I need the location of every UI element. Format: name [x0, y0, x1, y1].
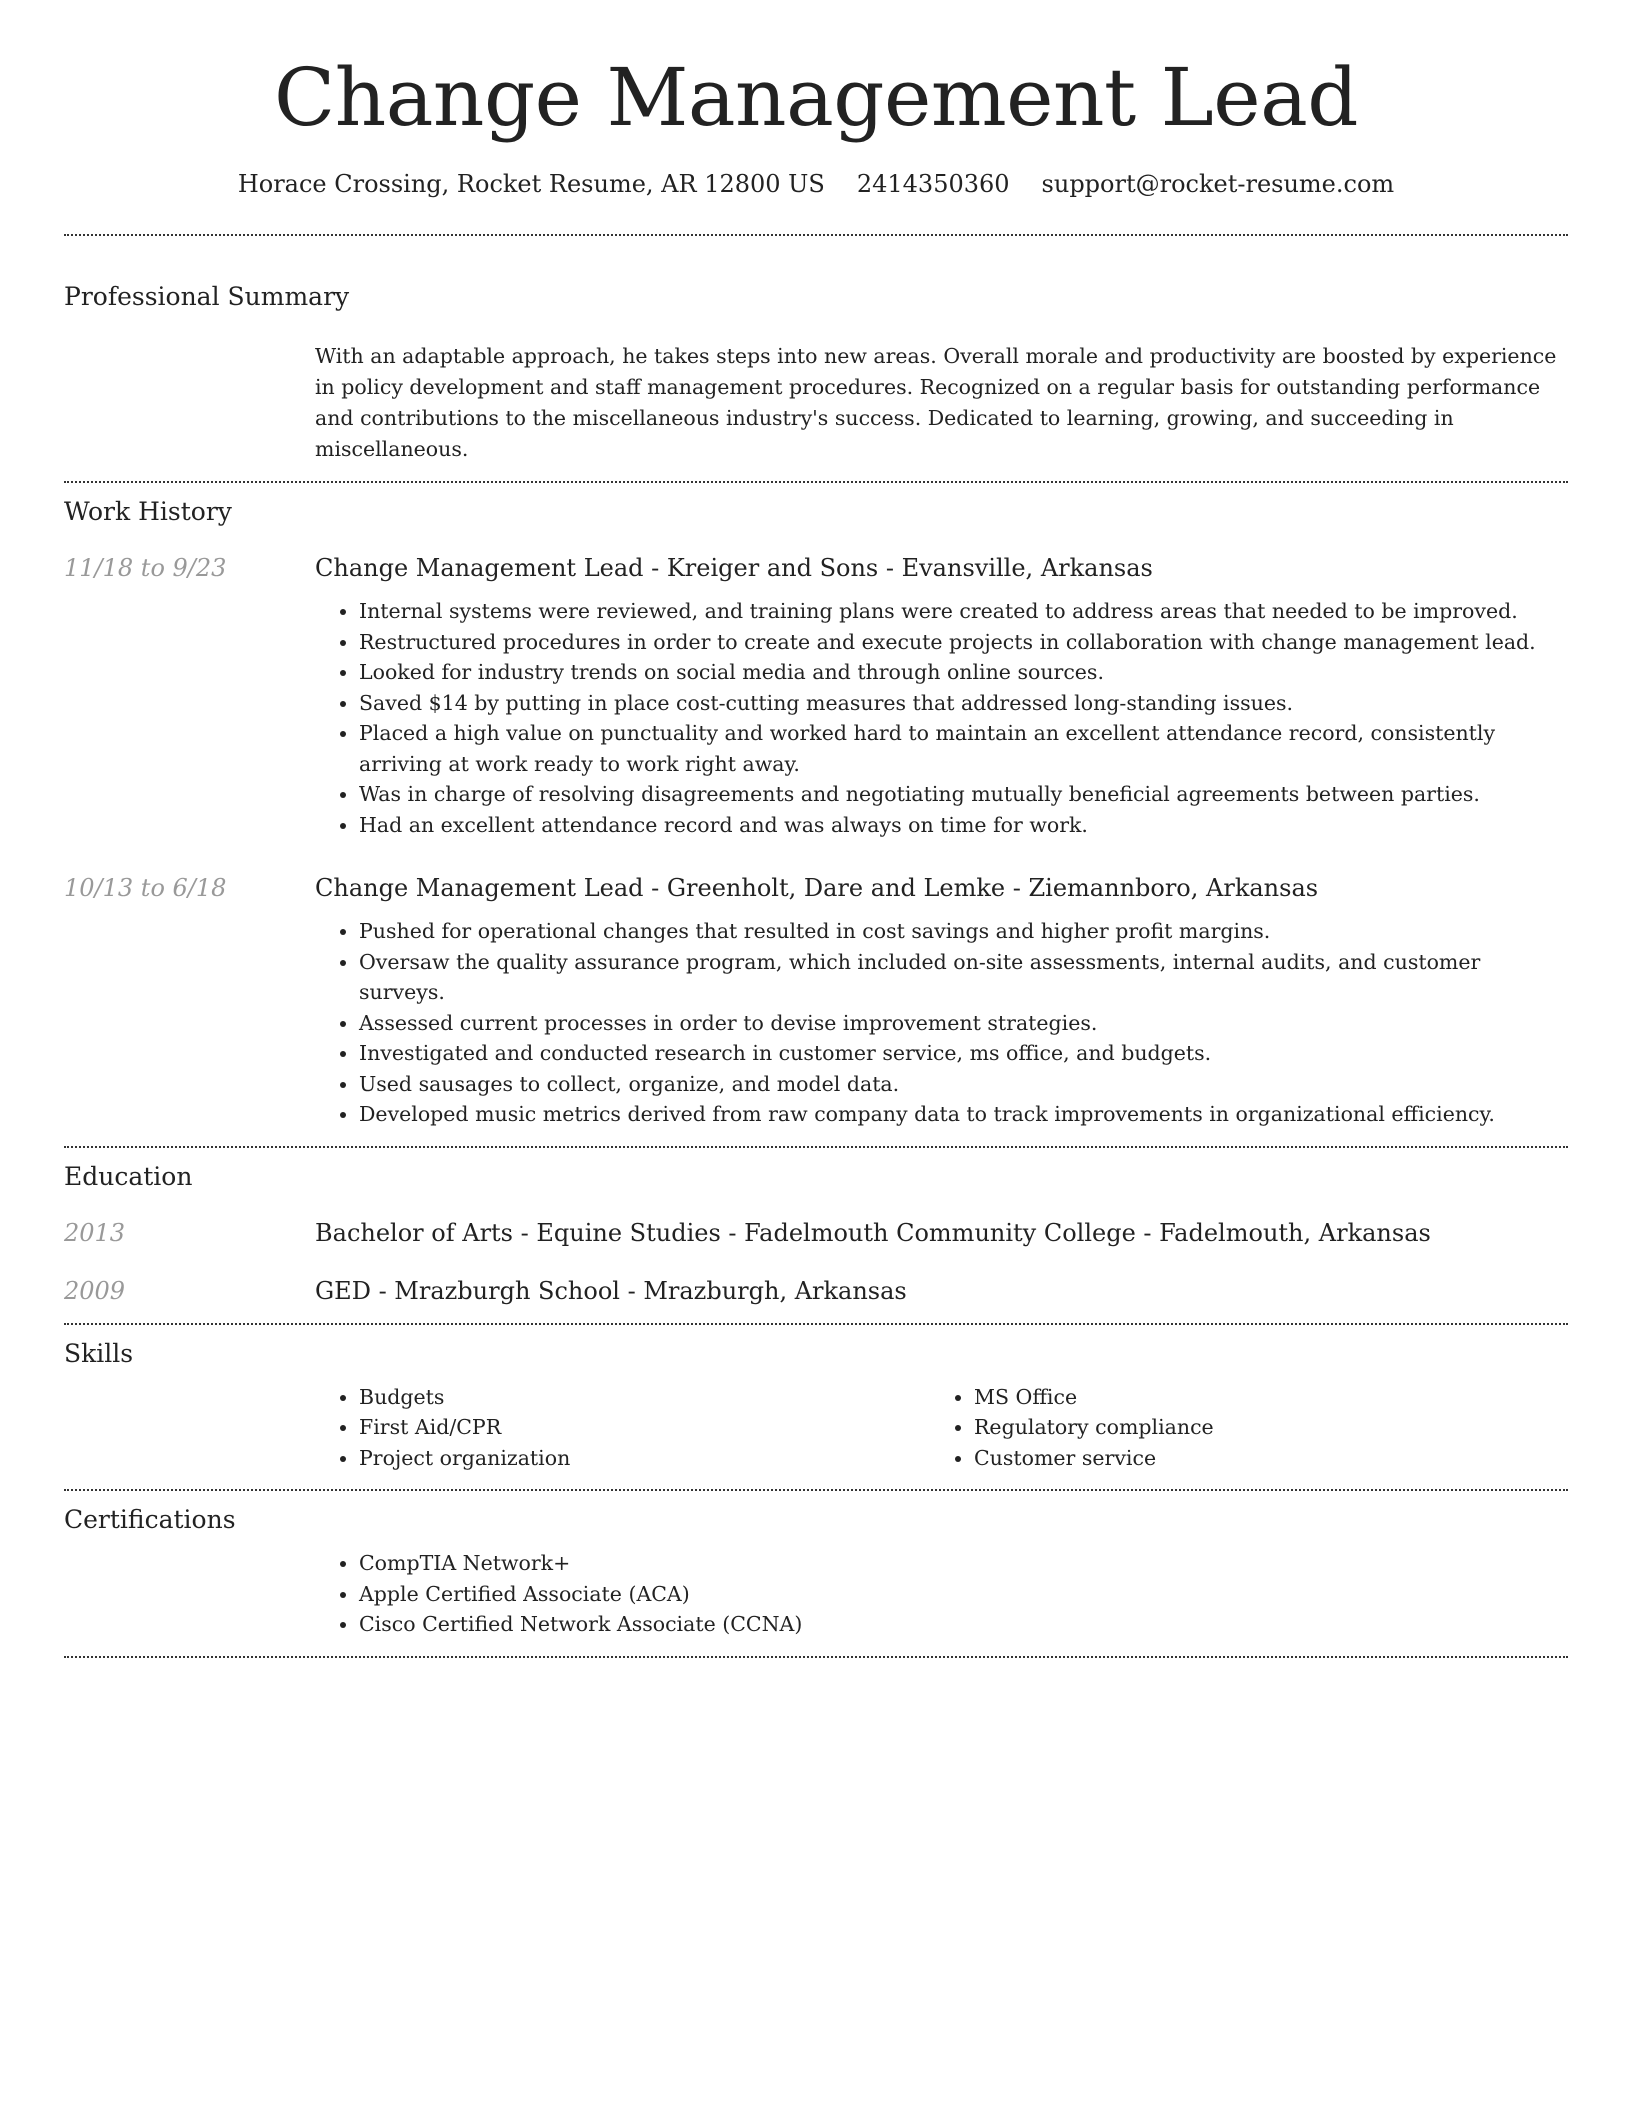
- section-title-certifications: Certifications: [64, 1505, 236, 1534]
- resume-name: Change Management Lead: [274, 51, 1358, 144]
- job-bullet: • Saved $14 by putting in place cost-cutting measures that addressed long-standing issues.: [359, 688, 1568, 719]
- section-divider: [64, 1656, 1568, 1658]
- contact-line: [64, 170, 1568, 198]
- job-heading: Change Management Lead - Kreiger and Sons - Evansville, Arkansas: [315, 554, 1153, 582]
- skill-item: • Project organization: [359, 1443, 930, 1474]
- summary-text: With an adaptable approach, he takes steps into new areas. Overall morale and productivity are boosted by experience in policy development and staff management procedures. Recognized on a regular basis for outstanding performance and contributions to the miscellaneous industry's success. Dedicated to learning, growing, and succeeding in miscellaneous.: [315, 344, 1557, 461]
- job-bullet: • Developed music metrics derived from raw company data to track improvements in organizational efficiency.: [359, 1099, 1568, 1130]
- section-title-education: Education: [64, 1161, 193, 1191]
- skill-item: • First Aid/CPR: [359, 1412, 930, 1443]
- job-bullet: • Was in charge of resolving disagreements and negotiating mutually beneficial agreements between parties.: [359, 779, 1568, 810]
- contact-phone: 2414350360: [856, 170, 1010, 198]
- job-bullet: • Internal systems were reviewed, and training plans were created to address areas that needed to be improved.: [359, 596, 1568, 627]
- section-title-skills: Skills: [64, 1338, 134, 1368]
- section-title-summary: Professional Summary: [64, 282, 350, 311]
- education-entry: [64, 1219, 1568, 1247]
- spacer: [64, 1130, 1568, 1146]
- job-bullet: • Pushed for operational changes that resulted in cost savings and higher profit margins.: [359, 916, 1568, 947]
- education-year: 2013: [64, 1218, 126, 1247]
- certifications-section: [64, 1491, 1568, 1656]
- skill-item: • Regulatory compliance: [974, 1412, 1545, 1443]
- contact-email: support@rocket-resume.com: [1041, 170, 1395, 198]
- skills-grid: [315, 1382, 1568, 1474]
- spacer: [64, 1305, 1568, 1323]
- certifications-list: [315, 1548, 1568, 1640]
- skills-column-left: [315, 1382, 930, 1474]
- job-body: [315, 554, 1568, 840]
- job-dates: 11/18 to 9/23: [64, 554, 227, 582]
- education-entry: [64, 1277, 1568, 1305]
- skill-item: • Customer service: [974, 1443, 1545, 1474]
- education-heading: GED - Mrazburgh School - Mrazburgh, Arkansas: [315, 1276, 907, 1305]
- education-heading: Bachelor of Arts - Equine Studies - Fadelmouth Community College - Fadelmouth, Arkansas: [315, 1218, 1431, 1247]
- skills-section: [64, 1325, 1568, 1490]
- certification-item: • Apple Certified Associate (ACA): [359, 1579, 1568, 1610]
- spacer: [64, 1473, 1568, 1489]
- job-bullet: • Investigated and conducted research in customer service, ms office, and budgets.: [359, 1038, 1568, 1069]
- section-title-work-history: Work History: [64, 497, 232, 526]
- job-bullets: [315, 916, 1568, 1130]
- education-year: 2009: [64, 1276, 126, 1305]
- job-bullet: • Assessed current processes in order to devise improvement strategies.: [359, 1008, 1568, 1039]
- job-bullet: • Looked for industry trends on social media and through online sources.: [359, 657, 1568, 688]
- job-dates: 10/13 to 6/18: [64, 874, 227, 902]
- certifications-bullets: [315, 1548, 1568, 1640]
- job-body: [315, 874, 1568, 1130]
- skill-item: • Budgets: [359, 1382, 930, 1413]
- skills-column-right: [930, 1382, 1545, 1474]
- job-entry: [64, 874, 1568, 1130]
- job-bullet: • Placed a high value on punctuality and worked hard to maintain an excellent attendance record, consistently arriving at work ready to work right away.: [359, 718, 1568, 779]
- summary-section: [64, 236, 1568, 465]
- certification-item: • CompTIA Network+: [359, 1548, 1568, 1579]
- skill-item: • MS Office: [974, 1382, 1545, 1413]
- job-bullets: [315, 596, 1568, 840]
- job-heading: Change Management Lead - Greenholt, Dare and Lemke - Ziemannboro, Arkansas: [315, 874, 1319, 902]
- work-history-section: [64, 483, 1568, 1146]
- job-bullet: • Used sausages to collect, organize, and model data.: [359, 1069, 1568, 1100]
- certification-item: • Cisco Certified Network Associate (CCNA): [359, 1609, 1568, 1640]
- job-bullet: • Had an excellent attendance record and was always on time for work.: [359, 810, 1568, 841]
- job-bullet: • Oversaw the quality assurance program, which included on-site assessments, internal audits, and customer surveys.: [359, 947, 1568, 1008]
- education-section: [64, 1148, 1568, 1323]
- job-entry: [64, 554, 1568, 840]
- contact-address: Horace Crossing, Rocket Resume, AR 12800 US: [237, 170, 825, 198]
- spacer: [64, 1640, 1568, 1656]
- job-bullet: • Restructured procedures in order to create and execute projects in collaboration with change management lead.: [359, 627, 1568, 658]
